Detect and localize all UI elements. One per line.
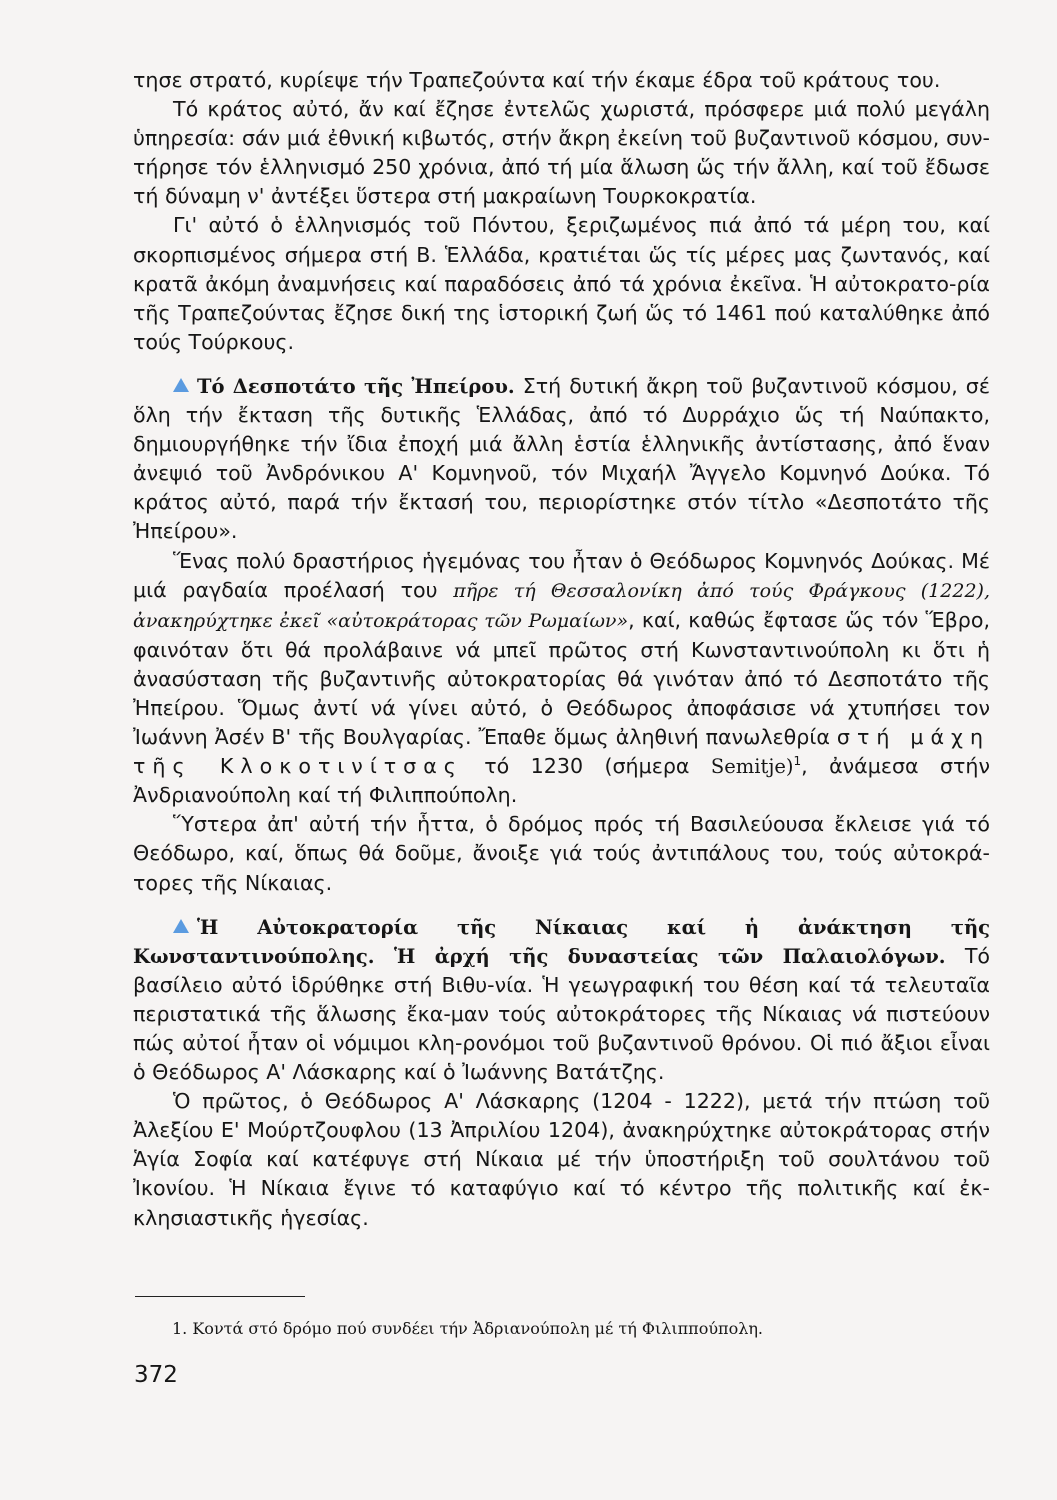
paragraph-laskaris: Ὁ πρῶτος, ὁ Θεόδωρος Α' Λάσκαρης (1204 - 1222), μετά τήν πτώση τοῦ Ἀλεξίου Ε' Μούρτζουφλου (13 Ἀπριλίου 1204), ἀνακηρύχτηκε αὐτοκράτορας στήν Ἁγία Σοφία καί κατέφυγε στή Νίκαια μέ τήν ὑποστήριξη τοῦ σουλτάνου τοῦ Ἰκονίου. Ἡ Νίκαια ἔγινε τό καταφύγιο καί τό κέντρο τῆς πολιτικῆς καί ἐκ-κλησιαστικῆς ἡγεσίας.	[133, 1089, 990, 1230]
footnote: 1. Κοντά στό δρόμο πού συνδέει τήν Ἀδριανούπολη μέ τή Φιλιππούπολη.	[172, 1319, 764, 1338]
body-text	[133, 66, 990, 1233]
section-nicaea	[133, 913, 990, 1088]
paragraph-epirus: Στή δυτική ἄκρη τοῦ βυζαντινοῦ κόσμου, σέ ὅλη τήν ἔκταση τῆς δυτικῆς Ἑλλάδας, ἀπό τό Δυρράχιο ὥς τή Ναύπακτο, δημιουργήθηκε τήν ἴδια ἐποχή μιά ἄλλη ἑστία ἑλληνικῆς ἀντίστασης, ἀπό ἕναν ἀνεψιό τοῦ Ἀνδρόνικου Α' Κομνηνοῦ, τόν Μιχαήλ Ἄγγελο Κομνηνό Δούκα. Τό κράτος αὐτό, παρά τήν ἔκτασή του, περιορίστηκε στόν τίτλο «Δεσποτάτο τῆς Ἠπείρου».	[133, 373, 990, 544]
section-epirus	[133, 372, 990, 547]
section-triangle-icon	[173, 378, 189, 392]
paragraph-pontus-hellenism: Γι' αὐτό ὁ ἑλληνισμός τοῦ Πόντου, ξεριζωμένος πιά ἀπό τά μέρη του, καί σκορπισμένος σήμερα στή Β. Ἑλλάδα, κρατιέται ὥς τίς μέρες μας ζωντανός, καί κρατᾶ ἀκόμη ἀναμνήσεις καί παραδόσεις ἀπό τά χρόνια ἐκεῖνα. Ἡ αὐτοκρατο-ρία τῆς Τραπεζούντας ἔζησε δική της ἱστορική ζωή ὥς τό 1461 πού καταλύθηκε ἀπό τούς Τούρκους.	[133, 213, 990, 354]
paragraph-after-defeat: Ὕστερα ἀπ' αὐτή τήν ἧττα, ὁ δρόμος πρός τή Βασιλεύουσα ἔκλεισε γιά τό Θεόδωρο, καί, ὅπως θά δοῦμε, ἄνοιξε γιά τούς ἀντιπάλους του, τούς αὐτοκρά-τορες τῆς Νίκαιας.	[133, 812, 990, 895]
spaced-emphasis: στή μάχη τῆς Κλοκοτινίτσας	[133, 725, 990, 779]
paragraph-nicaea: Τό βασίλειο αὐτό ἱδρύθηκε στή Βιθυ-νία. Ἡ γεωγραφική του θέση καί τά τελευταῖα περιστατικά τῆς ἅλωσης ἔκα-μαν τούς αὐτοκράτορες τῆς Νίκαιας νά πιστεύουν πώς αὐτοί ἦταν οἱ νόμιμοι κλη-ρονόμοι τοῦ βυζαντινοῦ θρόνου. Οἱ πιό ἄξιοι εἶναι ὁ Θεόδωρος Α' Λάσκαρης καί ὁ Ἰωάννης Βατάτζης.	[133, 943, 991, 1085]
section-heading-nicaea: Ἡ Αὐτοκρατορία τῆς Νίκαιας καί ἡ ἀνάκτηση τῆς Κωνσταντινούπολης. Ἡ ἀρχή τῆς δυναστείας τῶν Παλαιολόγων.	[133, 915, 990, 968]
paragraph-theodore-doukas: Ἕνας πολύ δραστήριος ἡγεμόνας του ἦταν ὁ Θεόδωρος Κομνηνός Δούκας. Μέ μιά ραγδαία προέλασή του πῆρε τή Θεσσαλονίκη ἀπό τούς Φράγκους (1222), ἀνακηρύχτηκε ἐκεῖ «αὐτοκράτορας τῶν Ρωμαίων», καί, καθώς ἔφτασε ὥς τόν Ἕβρο, φαινόταν ὅτι θά προλάβαινε νά μπεῖ πρῶτος στή Κωνσταντινούπολη κι ὅτι ἡ ἀνασύσταση τῆς βυζαντινῆς αὐτοκρατορίας θά γινόταν ἀπό τό Δεσποτάτο τῆς Ἠπείρου. Ὅμως ἀντί νά γίνει αὐτό, ὁ Θεόδωρος ἀποφάσισε νά χτυπήσει τον Ἰωάννη Ἀσέν Β' τῆς Βουλγαρίας. Ἔπαθε ὅμως ἀληθινή πανωλεθρία στή μάχη τῆς Κλοκοτινίτσας τό 1230 (σήμερα Semitje)$^1$, ἀνάμεσα στήν Ἀνδριανούπολη καί τή Φιλιππούπολη.	[133, 548, 990, 808]
footnote-divider	[135, 1296, 305, 1297]
paragraph-trebizond-significance: Τό κράτος αὐτό, ἄν καί ἔζησε ἐντελῶς χωριστά, πρόσφερε μιά πολύ μεγάλη ὑπηρεσία: σάν μιά ἐθνική κιβωτός, στήν ἄκρη ἐκείνη τοῦ βυζαντινοῦ κόσμου, συν-τήρησε τόν ἑλληνισμό 250 χρόνια, ἀπό τή μία ἅλωση ὥς τήν ἄλλη, καί τοῦ ἔδωσε τή δύναμη ν' ἀντέξει ὕστερα στή μακραίωνη Τουρκοκρατία.	[133, 97, 990, 209]
page-number: 372	[134, 1362, 178, 1388]
paragraph-continuation: τησε στρατό, κυρίεψε τήν Τραπεζούντα καί τήν έκαμε έδρα τοῦ κράτους του.	[133, 68, 941, 92]
section-triangle-icon	[173, 919, 189, 933]
italic-passage: πῆρε τή Θεσσαλονίκη ἀπό τούς Φράγκους (1222), ἀνακηρύχτηκε ἐκεῖ «αὐτοκράτορας τῶν Ρωμαίων»	[133, 579, 990, 632]
section-heading-epirus: Τό Δεσποτάτο τῆς Ἠπείρου.	[197, 374, 515, 398]
footnote-marker: 1	[793, 754, 802, 769]
